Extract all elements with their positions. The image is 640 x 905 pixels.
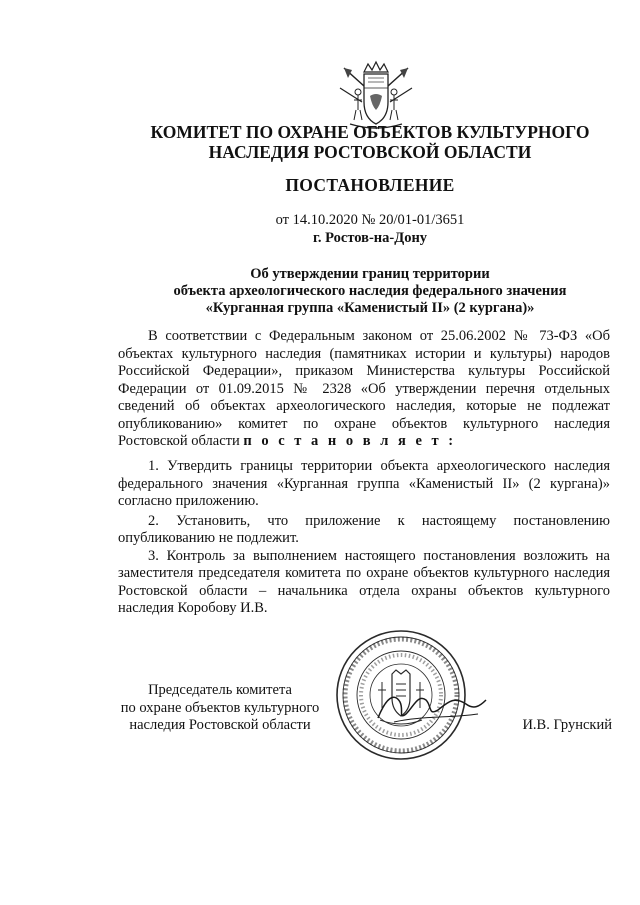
document-type: ПОСТАНОВЛЕНИЕ [285,175,455,195]
agency-name-line1: КОМИТЕТ ПО ОХРАНЕ ОБЪЕКТОВ КУЛЬТУРНОГО [150,122,590,142]
subject-line3: «Курганная группа «Каменистый II» (2 кургана)» [205,300,535,316]
subject-line1: Об утверждении границ территории [250,266,490,282]
agency-name [100,122,640,162]
signatory-title-line1: Председатель комитета [148,682,292,698]
preamble-text: В соответствии с Федеральным законом от 25.06.2002 № 73-ФЗ «Об объектах культурного наследия (памятниках истории и культуры) народов Российской Федерации», приказом Министерства культуры Российской Федерации от 01.09.2015 № 2328 «Об утверждении перечня отдельных сведений об объектах археологического наследия, которые не подлежат опубликованию» комитет по охране объектов культурного наследия Ростовской области [118,328,610,449]
signatory-title-line2: по охране объектов культурного [120,699,320,716]
resolve-word: п о с т а н о в л я е т : [243,433,457,449]
resolution-item-2: 2. Установить, что приложение к настоящему постановлению опубликованию не подлежит. [118,512,610,546]
preamble-paragraph [118,328,610,451]
resolution-item-3: 3. Контроль за выполнением настоящего постановления возложить на заместителя председателя комитета по охране объектов культурного наследия Ростовской области – начальника отдела охраны объектов культурного наследия Коробову И.В. [118,547,610,616]
signatory-name: И.В. Грунский [522,717,612,733]
document-subject [100,266,640,317]
resolution-items [118,458,610,618]
handwritten-signature [370,680,490,730]
subject-line2: объекта археологического наследия федерального значения [173,283,567,299]
signatory-title-line3: наследия Ростовской области [129,717,311,733]
resolution-item-1: 1. Утвердить границы территории объекта археологического наследия федерального значения «Курганная группа «Каменистый II» (2 кургана)» согласно приложению. [118,458,610,509]
document-city: г. Ростов-на-Дону [312,230,428,246]
signatory-title [118,682,322,735]
agency-name-line2: НАСЛЕДИЯ РОСТОВСКОЙ ОБЛАСТИ [208,142,532,162]
document-date-number: от 14.10.2020 № 20/01-01/3651 [275,212,465,228]
